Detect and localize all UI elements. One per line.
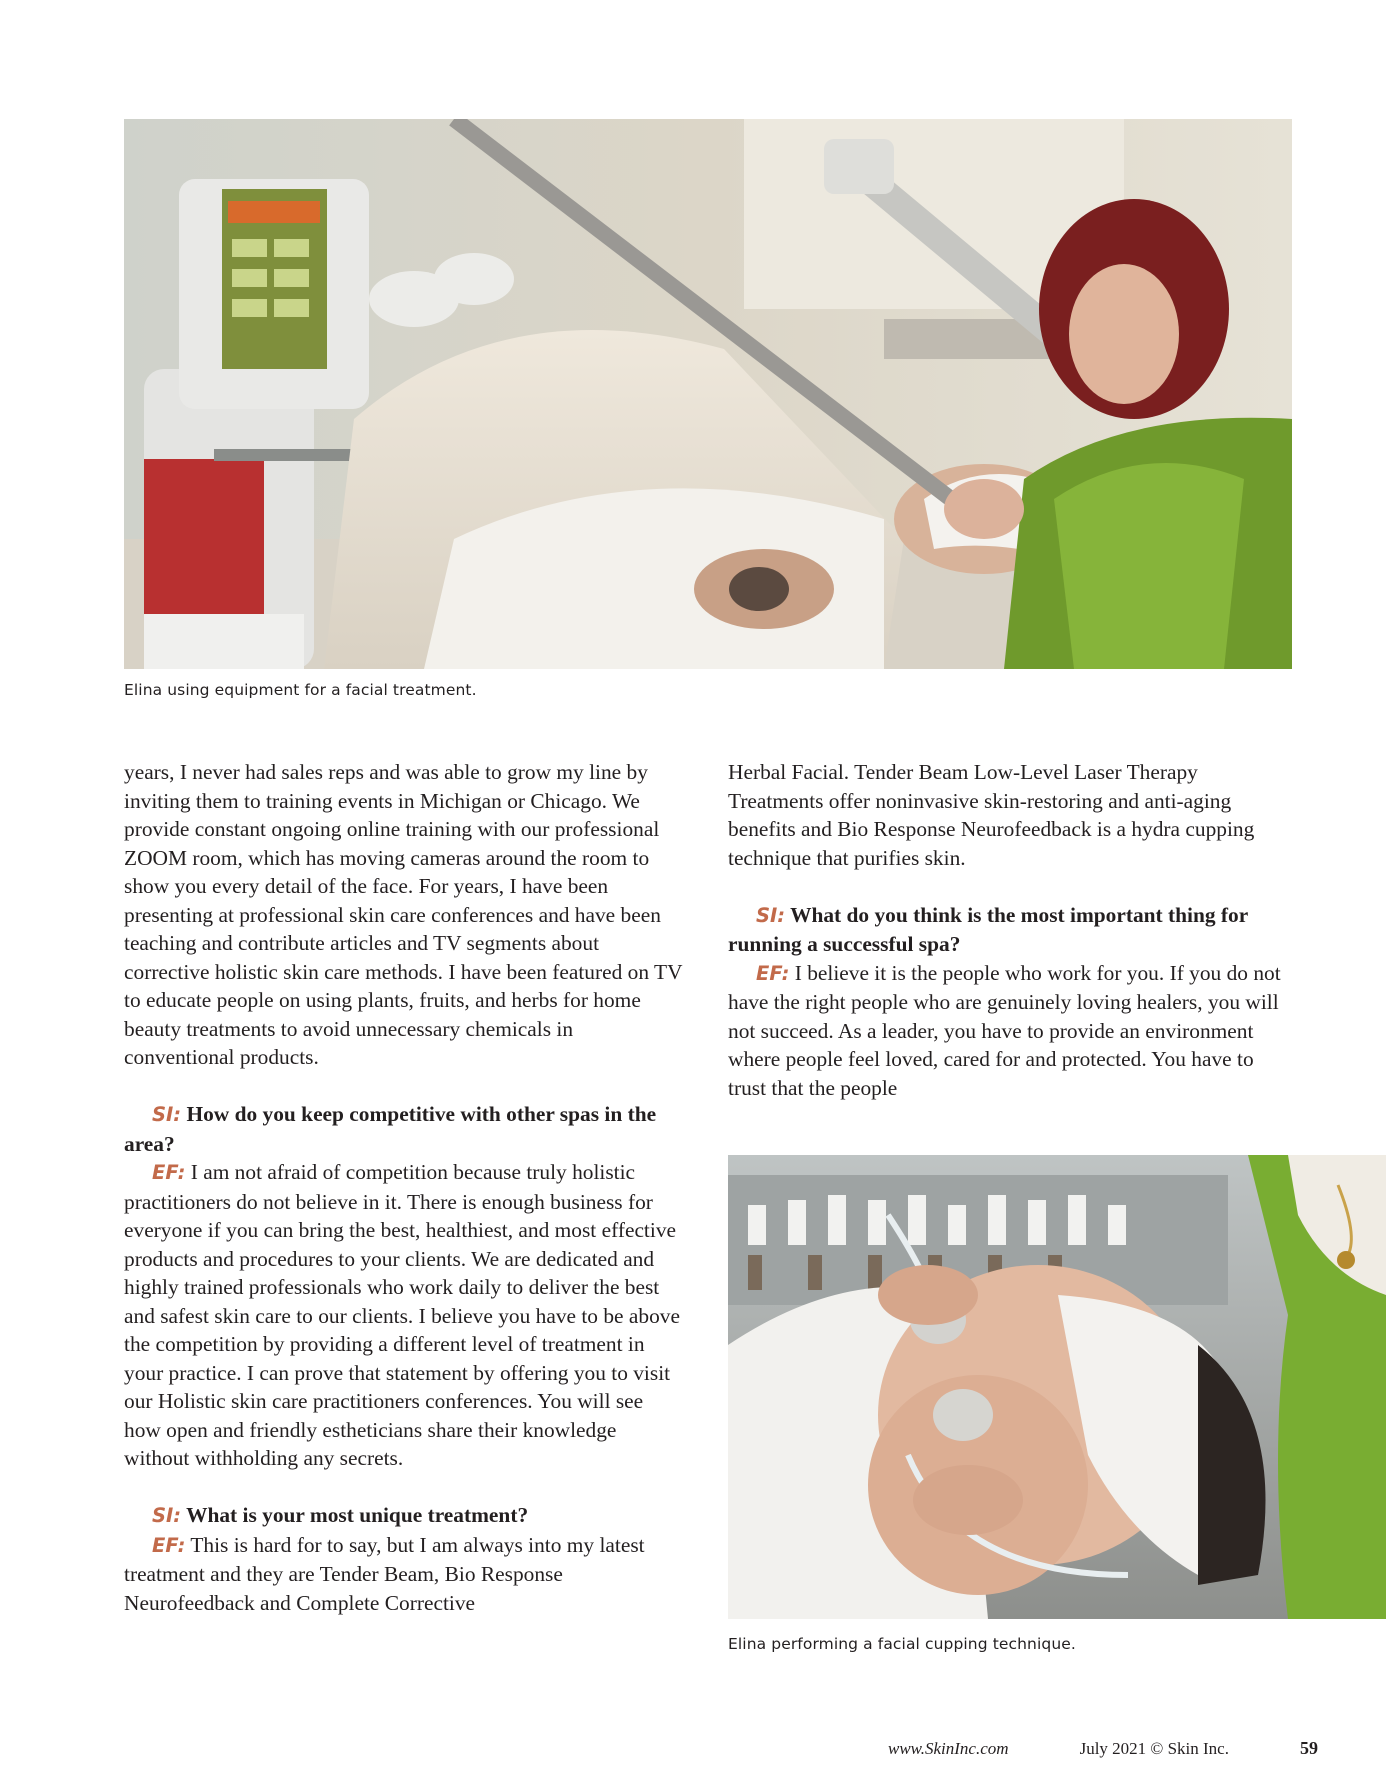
article-column-left: [124, 758, 684, 1617]
interviewee-tag: EF:: [152, 1161, 186, 1184]
page-number: 59: [1299, 1738, 1318, 1758]
interview-question: [728, 901, 1288, 959]
answer-text: This is hard for to say, but I am always into my latest treatment and they are Tender Beam, Bio Response Neurofeedback and Complete Corrective: [124, 1532, 645, 1615]
body-paragraph: Herbal Facial. Tender Beam Low-Level Laser Therapy Treatments offer noninvasive skin-restoring and anti-aging benefits and Bio Response Neurofeedback is a hydra cupping technique that purifies skin.: [728, 760, 1255, 870]
interviewer-tag: SI:: [756, 903, 786, 927]
interview-answer: [728, 959, 1288, 1103]
interview-answer: [124, 1158, 684, 1473]
issue-info: July 2021 © Skin Inc.: [1079, 1739, 1229, 1758]
question-text: What is your most unique treatment?: [186, 1503, 529, 1527]
photo-caption: Elina performing a facial cupping technique.: [728, 1635, 1076, 1653]
interviewer-tag: SI:: [152, 1103, 182, 1126]
interview-question: [124, 1501, 684, 1531]
interviewee-tag: EF:: [152, 1533, 186, 1557]
body-paragraph: years, I never had sales reps and was able to grow my line by inviting them to training events in Michigan or Chicago. We provide constant ongoing online training with our professional ZOOM room, which has moving cameras around the room to show you every detail of the face. For years, I have been presenting at professional skin care conferences and have been teaching and contribute articles and TV segments about corrective holistic skin care methods. I have been featured on TV to educate people on using plants, fruits, and herbs for home beauty treatments to avoid unnecessary chemicals in conventional products.: [124, 760, 683, 1069]
interviewer-tag: SI:: [152, 1504, 182, 1527]
photo-caption: Elina using equipment for a facial treatment.: [124, 681, 477, 699]
photo-facial-equipment: [124, 119, 1292, 669]
page-footer: [888, 1738, 1318, 1759]
interview-answer: [124, 1531, 684, 1618]
interview-question: [124, 1100, 684, 1158]
article-column-right: [728, 758, 1288, 1102]
answer-text: I am not afraid of competition because truly holistic practitioners do not believe in it. There is enough business for everyone if you can bring the best, healthiest, and most effective products and procedures to your clients. We are dedicated and highly trained professionals who work daily to deliver the best and safest skin care to our clients. I believe you have to be above the competition by providing a different level of treatment in your practice. I can prove that statement by offering you to visit our Holistic skin care practitioners conferences. You will see how open and friendly estheticians share their knowledge without withholding any secrets.: [124, 1160, 680, 1470]
photo-facial-cupping: [728, 1155, 1386, 1619]
answer-text: I believe it is the people who work for you. If you do not have the right people who are genuinely loving healers, you will not succeed. As a leader, you have to provide an environment where people feel loved, cared for and protected. You have to trust that the people: [728, 960, 1281, 1100]
interviewee-tag: EF:: [756, 961, 790, 985]
question-text: What do you think is the most important thing for running a successful spa?: [728, 902, 1248, 956]
website-link[interactable]: www.SkinInc.com: [888, 1739, 1009, 1758]
question-text: How do you keep competitive with other spas in the area?: [124, 1102, 657, 1156]
